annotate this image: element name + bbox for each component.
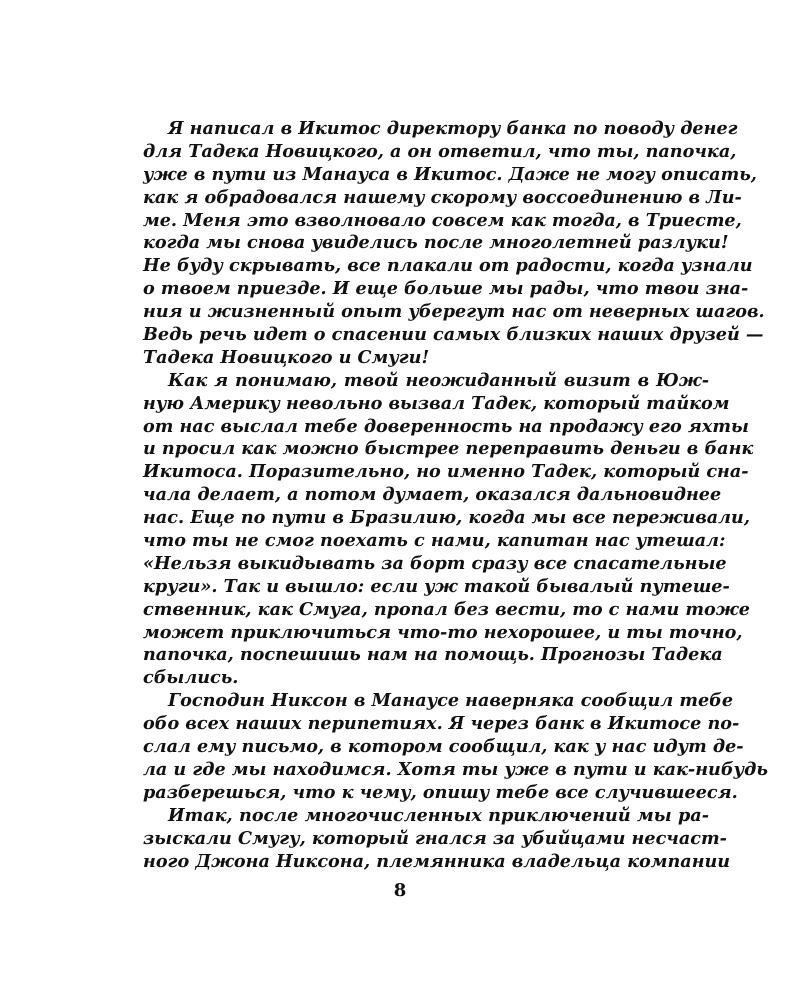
text-line: о твоем приезде. И еще больше мы рады, что твои зна- (143, 278, 749, 300)
text-line: «Нельзя выкидывать за борт сразу все спасательные (143, 552, 727, 574)
text-line: Я написал в Икитос директору банка по поводу денег (168, 118, 738, 139)
page-number: 8 (393, 880, 407, 901)
text-line: для Тадека Новицкого, а он ответил, что ты, папочка, (143, 140, 737, 162)
text-line: Итак, после многочисленных приключений мы ра- (168, 804, 709, 826)
text-line: папочка, поспешишь нам на помощь. Прогнозы Тадека (143, 644, 723, 666)
text-line: от нас выслал тебе доверенность на продажу его яхты (143, 415, 749, 437)
text-line: уже в пути из Манауса в Икитос. Даже не могу описать, (143, 163, 757, 185)
text-line: Не буду скрывать, все плакали от радости, когда узнали (143, 255, 753, 277)
text-line: что ты не смог поехать с нами, капитан нас утешал: (143, 530, 726, 552)
text-line: ного Джона Никсона, племянника владельца компании (143, 850, 731, 872)
text-line: слал ему письмо, в котором сообщил, как у нас идут де- (143, 736, 744, 758)
text-line: ную Америку невольно вызвал Тадек, который тайком (143, 392, 730, 414)
body-text (143, 118, 768, 873)
text-line: ственник, как Смуга, пропал без вести, то с нами тоже (143, 598, 750, 620)
text-line: когда мы снова увиделись после многолетней разлуки! (143, 232, 729, 254)
text-line: Господин Никсон в Манаусе наверняка сообщил тебе (168, 690, 734, 712)
text-line: и просил как можно быстрее переправить деньги в банк (143, 438, 754, 460)
text-line: нас. Еще по пути в Бразилию, когда мы все переживали, (143, 507, 750, 529)
text-line: сбылись. (143, 667, 239, 689)
text-line: как я обрадовался нашему скорому воссоединению в Ли- (143, 186, 742, 208)
text-line: круги». Так и вышло: если уж такой бывалый путеше- (143, 575, 730, 597)
text-line: ме. Меня это взволновало совсем как тогда, в Триесте, (143, 209, 742, 231)
paragraph-1 (143, 118, 765, 370)
paragraph-4 (143, 804, 731, 874)
text-line: разберешься, что к чему, опишу тебе все случившееся. (143, 781, 738, 803)
text-line: Как я понимаю, твой неожиданный визит в Юж- (168, 369, 709, 391)
text-line: Ведь речь идет о спасении самых близких наших друзей — (143, 324, 764, 346)
paragraph-2 (143, 369, 754, 690)
text-line: Икитоса. Поразительно, но именно Тадек, который сна- (143, 461, 749, 483)
text-line: ния и жизненный опыт уберегут нас от неверных шагов. (143, 301, 765, 323)
text-line: обо всех наших перипетиях. Я через банк в Икитосе по- (143, 713, 740, 735)
text-line: зыскали Смугу, который гнался за убийцами несчаст- (143, 827, 727, 849)
paragraph-3 (143, 690, 768, 804)
text-line: чала делает, а потом думает, оказался дальновиднее (143, 484, 722, 506)
text-line: может приключиться что-то нехорошее, и ты точно, (143, 621, 743, 643)
text-line: ла и где мы находимся. Хотя ты уже в пути и как-нибудь (143, 758, 768, 780)
text-line: Тадека Новицкого и Смуги! (143, 346, 430, 368)
